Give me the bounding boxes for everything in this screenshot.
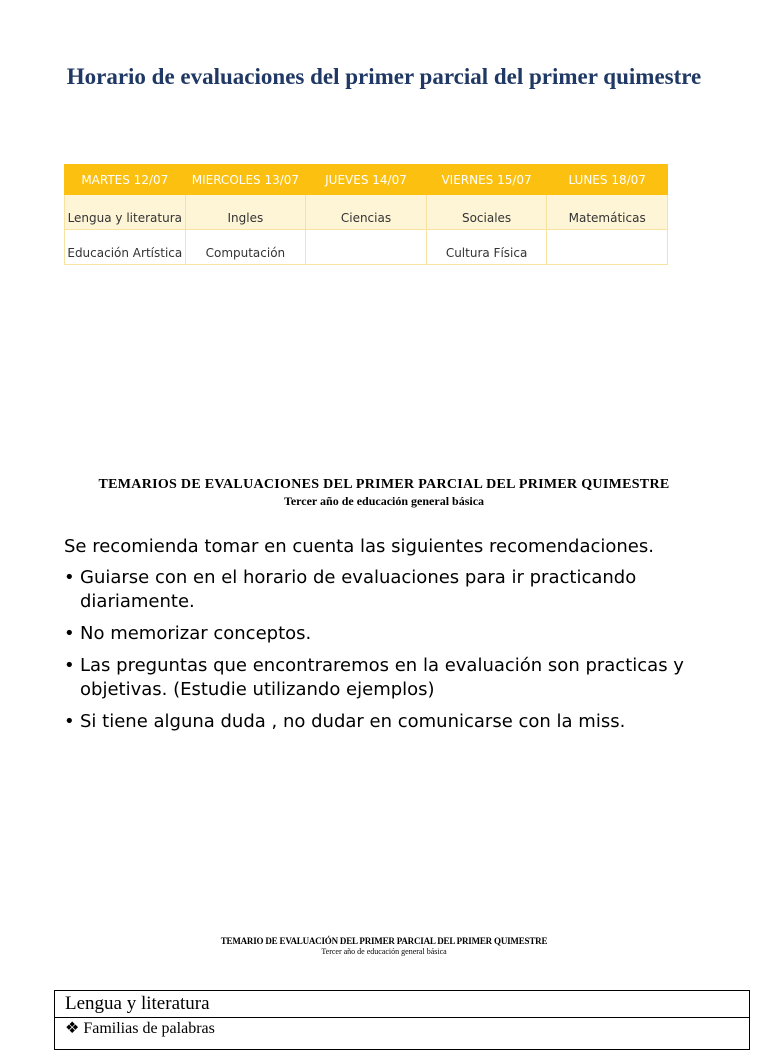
table-cell: Educación Artística [65,230,186,265]
header-viernes: VIERNES 15/07 [426,165,547,195]
bullet-icon: • [64,623,75,644]
bullet-icon: • [64,655,75,676]
schedule-header-row [65,165,668,195]
bullet-icon: • [64,711,75,732]
table-cell: Lengua y literatura [65,195,186,230]
subject-title: Lengua y literatura [65,993,210,1014]
table-cell [547,230,668,265]
list-item [64,622,744,646]
header-miercoles: MIERCOLES 13/07 [185,165,306,195]
list-item-text: No memorizar conceptos. [80,623,312,644]
table-cell: Computación [185,230,306,265]
recommendations-intro: Se recomienda tomar en cuenta las siguientes recomendaciones. [64,536,654,557]
subject-table [54,990,750,1050]
temario2-subheading: Tercer año de educación general básica [321,947,447,956]
table-cell: Ciencias [306,195,427,230]
table-row [65,230,668,265]
page-title: Horario de evaluaciones del primer parcial del primer quimestre [66,64,702,89]
temario-heading: TEMARIOS DE EVALUACIONES DEL PRIMER PARCIAL DEL PRIMER QUIMESTRE [98,477,670,492]
subject-topic-item: ❖ Familias de palabras [65,1020,215,1037]
header-lunes: LUNES 18/07 [547,165,668,195]
header-martes: MARTES 12/07 [65,165,186,195]
table-cell: Ingles [185,195,306,230]
table-cell: Cultura Física [426,230,547,265]
list-item-text: Las preguntas que encontraremos en la evaluación son practicas y objetivas. (Estudie utilizando ejemplos) [80,655,684,700]
temario2-heading: TEMARIO DE EVALUACIÓN DEL PRIMER PARCIAL DEL PRIMER QUIMESTRE [220,936,548,946]
list-item-text: Guiarse con en el horario de evaluaciones para ir practicando diariamente. [80,567,637,612]
list-item [64,566,744,614]
table-cell: Matemáticas [547,195,668,230]
temario-subheading: Tercer año de educación general básica [283,494,485,508]
exam-schedule-table [64,164,668,265]
table-cell [306,230,427,265]
header-jueves: JUEVES 14/07 [306,165,427,195]
recommendations-list [64,566,744,742]
bullet-icon: • [64,567,75,588]
table-cell: Sociales [426,195,547,230]
table-row [65,195,668,230]
list-item [64,710,744,734]
list-item-text: Si tiene alguna duda , no dudar en comunicarse con la miss. [80,711,626,732]
list-item [64,654,744,702]
